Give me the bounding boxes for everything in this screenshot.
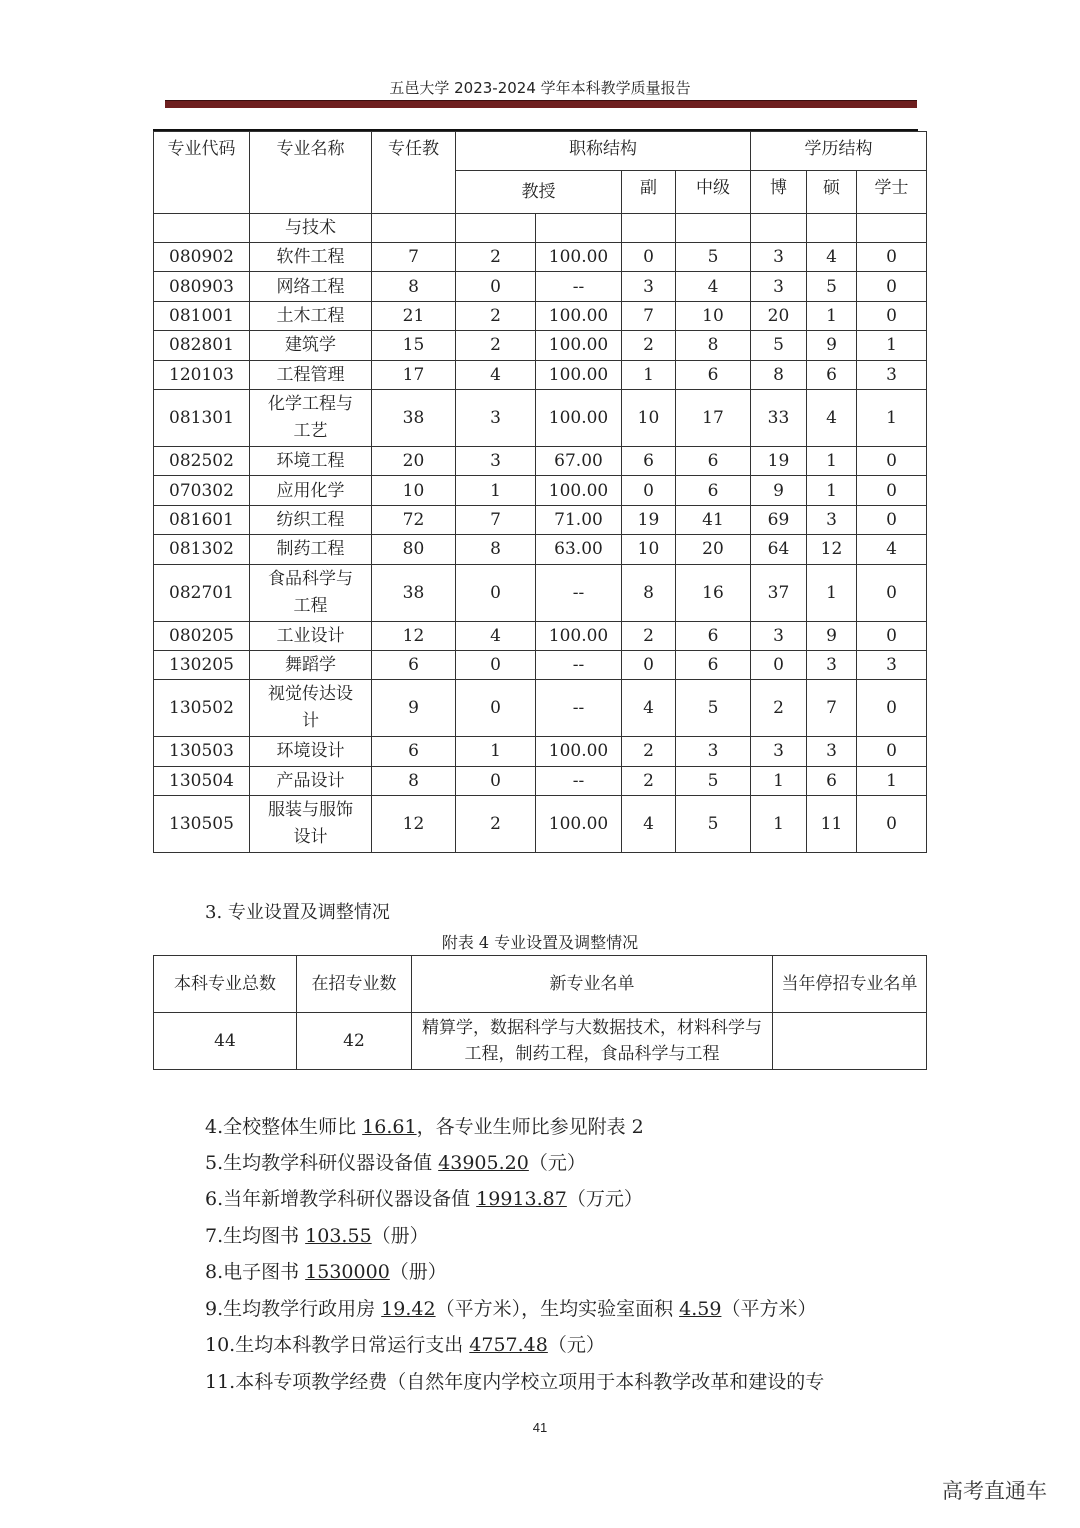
cell-intermediate: 10 (676, 301, 751, 330)
stat-text: （万元） (566, 1188, 643, 1210)
cell-teachers: 12 (372, 796, 456, 853)
cell-associate: 10 (622, 389, 676, 446)
cell-prof-count: 7 (456, 505, 536, 534)
cell-intermediate: 8 (676, 331, 751, 360)
cell-bachelor: 0 (857, 680, 927, 737)
cell-master: 3 (807, 737, 857, 766)
stat-line (205, 1333, 605, 1357)
cell-phd: 3 (751, 243, 807, 272)
stat-text: 9.生均教学行政用房 (205, 1298, 382, 1320)
cell-prof-ratio: 63.00 (536, 535, 622, 564)
cell-bachelor: 0 (857, 796, 927, 853)
cell-associate: 2 (622, 737, 676, 766)
cell-prof-ratio: 100.00 (536, 389, 622, 446)
cell-name: 与技术 (250, 214, 372, 243)
header-total-majors: 本科专业总数 (154, 956, 297, 1013)
header-name: 专业名称 (250, 132, 372, 214)
stat-line (205, 1260, 447, 1284)
cell-code: 080903 (154, 272, 250, 301)
cell-prof-ratio: 71.00 (536, 505, 622, 534)
cell-code: 130502 (154, 680, 250, 737)
cell-code: 081001 (154, 301, 250, 330)
running-header: 五邑大学 2023-2024 学年本科教学质量报告 (389, 79, 691, 97)
cell-code: 120103 (154, 360, 250, 389)
cell-name: 纺织工程 (250, 505, 372, 534)
table-caption: 附表 4 专业设置及调整情况 (441, 933, 639, 952)
cell-intermediate: 5 (676, 680, 751, 737)
cell-prof-ratio: -- (536, 564, 622, 621)
cell-code: 130504 (154, 766, 250, 795)
cell-prof-count: 0 (456, 680, 536, 737)
cell-prof-count: 2 (456, 301, 536, 330)
cell-prof-count: 0 (456, 564, 536, 621)
cell-prof-count: 1 (456, 476, 536, 505)
cell-prof-ratio: 100.00 (536, 796, 622, 853)
cell-teachers: 38 (372, 564, 456, 621)
table-row (154, 737, 927, 766)
cell-prof-count: 0 (456, 650, 536, 679)
cell-phd: 5 (751, 331, 807, 360)
stat-text: 7.生均图书 (205, 1225, 306, 1247)
cell-bachelor: 1 (857, 331, 927, 360)
cell-bachelor: 0 (857, 272, 927, 301)
cell-code: 081302 (154, 535, 250, 564)
cell-master: 1 (807, 476, 857, 505)
cell-teachers: 38 (372, 389, 456, 446)
cell-associate: 2 (622, 331, 676, 360)
cell-master: 11 (807, 796, 857, 853)
cell-master: 3 (807, 650, 857, 679)
cell-teachers: 8 (372, 766, 456, 795)
table-row (154, 796, 927, 853)
cell-prof-count: 2 (456, 331, 536, 360)
stat-text: （册） (389, 1261, 447, 1283)
stat-text: 6.当年新增教学科研仪器设备值 (205, 1188, 477, 1210)
cell-phd: 20 (751, 301, 807, 330)
header-title-structure: 职称结构 (456, 132, 751, 171)
cell-prof-count: 0 (456, 766, 536, 795)
header-stopped-majors: 当年停招专业名单 (773, 956, 927, 1013)
cell-name: 食品科学与工程 (250, 564, 372, 621)
cell-teachers: 9 (372, 680, 456, 737)
cell-intermediate: 5 (676, 243, 751, 272)
stat-text: （册） (371, 1225, 429, 1247)
stat-text: 4.全校整体生师比 (205, 1116, 363, 1138)
stat-line (205, 1297, 816, 1321)
cell-name: 视觉传达设计 (250, 680, 372, 737)
cell-intermediate: 16 (676, 564, 751, 621)
header-edu-structure: 学历结构 (751, 132, 927, 171)
cell-prof-ratio: 100.00 (536, 476, 622, 505)
cell-phd: 1 (751, 796, 807, 853)
cell-bachelor: 1 (857, 766, 927, 795)
cell-intermediate: 41 (676, 505, 751, 534)
cell-master: 12 (807, 535, 857, 564)
stat-value: 19913.87 (476, 1188, 567, 1210)
stat-value: 1530000 (305, 1261, 390, 1283)
stat-line (205, 1151, 586, 1175)
cell-phd: 8 (751, 360, 807, 389)
cell-code: 082502 (154, 446, 250, 475)
cell-master: 9 (807, 621, 857, 650)
header-phd: 博 (751, 171, 807, 214)
cell-bachelor: 3 (857, 650, 927, 679)
stat-value: 19.42 (381, 1298, 436, 1320)
cell-teachers: 6 (372, 650, 456, 679)
cell-associate: 10 (622, 535, 676, 564)
cell-intermediate: 6 (676, 621, 751, 650)
header-bachelor: 学士 (857, 171, 927, 214)
cell-prof-count: 3 (456, 446, 536, 475)
cell-code: 081301 (154, 389, 250, 446)
cell-new-majors: 精算学，数据科学与大数据技术，材料科学与工程，制药工程，食品科学与工程 (412, 1013, 773, 1070)
cell-master: 3 (807, 505, 857, 534)
cell-code: 080902 (154, 243, 250, 272)
cell-master: 5 (807, 272, 857, 301)
cell-name: 服装与服饰设计 (250, 796, 372, 853)
cell-master: 4 (807, 389, 857, 446)
cell-name: 化学工程与工艺 (250, 389, 372, 446)
stat-text: （平方米） (721, 1298, 817, 1320)
cell-prof-ratio: 100.00 (536, 243, 622, 272)
cell-associate: 8 (622, 564, 676, 621)
cell-phd: 1 (751, 766, 807, 795)
cell-prof-count: 2 (456, 243, 536, 272)
cell-code: 130505 (154, 796, 250, 853)
stat-text: （元） (547, 1334, 605, 1356)
cell-intermediate: 6 (676, 650, 751, 679)
cell-intermediate: 6 (676, 360, 751, 389)
stat-line (205, 1224, 429, 1248)
cell-bachelor: 0 (857, 564, 927, 621)
stat-line (205, 1187, 643, 1211)
cell-phd: 3 (751, 272, 807, 301)
header-associate: 副 (622, 171, 676, 214)
cell-teachers: 8 (372, 272, 456, 301)
cell-master: 9 (807, 331, 857, 360)
cell-prof-ratio: -- (536, 680, 622, 737)
cell-associate: 19 (622, 505, 676, 534)
cell-name: 环境设计 (250, 737, 372, 766)
cell-associate: 2 (622, 766, 676, 795)
cell-code: 130205 (154, 650, 250, 679)
cell-bachelor: 4 (857, 535, 927, 564)
cell-code: 081601 (154, 505, 250, 534)
cell-phd: 33 (751, 389, 807, 446)
cell-prof-count: 3 (456, 389, 536, 446)
stat-value: 43905.20 (438, 1152, 529, 1174)
table-row (154, 621, 927, 650)
header-teachers: 专任教 (372, 132, 456, 214)
cell-prof-ratio: 100.00 (536, 737, 622, 766)
cell-master: 1 (807, 301, 857, 330)
cell-total: 44 (154, 1013, 297, 1070)
cell-teachers: 17 (372, 360, 456, 389)
cell-name: 工程管理 (250, 360, 372, 389)
cell-code: 082801 (154, 331, 250, 360)
cell-bachelor: 0 (857, 243, 927, 272)
cell-bachelor: 0 (857, 476, 927, 505)
table-row (154, 331, 927, 360)
header-rule (165, 100, 917, 108)
cell-phd: 19 (751, 446, 807, 475)
section-heading: 3. 专业设置及调整情况 (205, 902, 390, 923)
cell-intermediate: 5 (676, 766, 751, 795)
cell-teachers: 7 (372, 243, 456, 272)
stat-value: 16.61 (362, 1116, 417, 1138)
cell-prof-ratio: -- (536, 766, 622, 795)
cell-master: 6 (807, 360, 857, 389)
watermark: 高考直通车 (942, 1479, 1047, 1503)
cell-enrolling: 42 (297, 1013, 412, 1070)
cell-prof-ratio: -- (536, 272, 622, 301)
page-number: 41 (532, 1420, 548, 1435)
cell-phd: 9 (751, 476, 807, 505)
header-master: 硕 (807, 171, 857, 214)
stat-line (205, 1370, 824, 1394)
table-row (154, 272, 927, 301)
cell-prof-count: 0 (456, 272, 536, 301)
table-row (154, 243, 927, 272)
table-row (154, 564, 927, 621)
cell-name: 环境工程 (250, 446, 372, 475)
cell-master: 1 (807, 446, 857, 475)
cell-associate: 4 (622, 796, 676, 853)
cell-name: 建筑学 (250, 331, 372, 360)
header-professor: 教授 (456, 171, 622, 214)
cell-name: 舞蹈学 (250, 650, 372, 679)
cell-name: 制药工程 (250, 535, 372, 564)
cell-intermediate: 6 (676, 446, 751, 475)
stat-value: 103.55 (305, 1225, 372, 1247)
cell-teachers: 15 (372, 331, 456, 360)
cell-prof-count: 4 (456, 621, 536, 650)
cell-master: 7 (807, 680, 857, 737)
cell-phd: 37 (751, 564, 807, 621)
header-code: 专业代码 (154, 132, 250, 214)
cell-teachers: 80 (372, 535, 456, 564)
cell-associate: 6 (622, 446, 676, 475)
cell-code: 082701 (154, 564, 250, 621)
cell-phd: 3 (751, 621, 807, 650)
stat-text: （元） (528, 1152, 586, 1174)
cell-phd: 3 (751, 737, 807, 766)
cell-associate: 0 (622, 476, 676, 505)
cell-phd: 0 (751, 650, 807, 679)
cell-teachers: 20 (372, 446, 456, 475)
cell-master: 4 (807, 243, 857, 272)
cell-intermediate: 3 (676, 737, 751, 766)
cell-prof-count: 8 (456, 535, 536, 564)
cell-prof-ratio: 67.00 (536, 446, 622, 475)
cell-teachers: 6 (372, 737, 456, 766)
cell-phd: 69 (751, 505, 807, 534)
cell-prof-count: 4 (456, 360, 536, 389)
cell-name: 网络工程 (250, 272, 372, 301)
stat-text: 5.生均教学科研仪器设备值 (205, 1152, 439, 1174)
table-row (154, 446, 927, 475)
cell-phd: 2 (751, 680, 807, 737)
cell-code: 080205 (154, 621, 250, 650)
cell-bachelor: 0 (857, 505, 927, 534)
cell-teachers: 21 (372, 301, 456, 330)
stat-text: 11.本科专项教学经费（自然年度内学校立项用于本科教学改革和建设的专 (205, 1371, 825, 1393)
cell-associate: 7 (622, 301, 676, 330)
table-row (154, 505, 927, 534)
cell-code: 070302 (154, 476, 250, 505)
table-row (154, 535, 927, 564)
cell-intermediate: 17 (676, 389, 751, 446)
header-new-majors: 新专业名单 (412, 956, 773, 1013)
cell-bachelor: 1 (857, 389, 927, 446)
stat-text: 8.电子图书 (205, 1261, 306, 1283)
stat-text: ，各专业生师比参见附表 2 (416, 1116, 644, 1138)
cell-associate: 2 (622, 621, 676, 650)
cell-associate: 3 (622, 272, 676, 301)
cell-master: 6 (807, 766, 857, 795)
cell-prof-ratio: 100.00 (536, 301, 622, 330)
cell-prof-ratio: 100.00 (536, 621, 622, 650)
cell-intermediate: 4 (676, 272, 751, 301)
cell-associate: 0 (622, 243, 676, 272)
table-row (154, 214, 927, 243)
cell-prof-count: 1 (456, 737, 536, 766)
faculty-structure-table (153, 131, 927, 853)
major-settings-table (153, 955, 927, 1070)
cell-phd: 64 (751, 535, 807, 564)
table-row (154, 301, 927, 330)
cell-name: 产品设计 (250, 766, 372, 795)
cell-associate: 4 (622, 680, 676, 737)
cell-intermediate: 5 (676, 796, 751, 853)
table-row (154, 389, 927, 446)
cell-prof-count: 2 (456, 796, 536, 853)
cell-bachelor: 0 (857, 446, 927, 475)
cell-code: 130503 (154, 737, 250, 766)
cell-associate: 1 (622, 360, 676, 389)
header-enrolling-majors: 在招专业数 (297, 956, 412, 1013)
cell-teachers: 10 (372, 476, 456, 505)
cell-bachelor: 0 (857, 737, 927, 766)
table-row (154, 766, 927, 795)
cell-prof-ratio: -- (536, 650, 622, 679)
header-intermediate: 中级 (676, 171, 751, 214)
cell-teachers: 12 (372, 621, 456, 650)
cell-name: 土木工程 (250, 301, 372, 330)
table-row (154, 650, 927, 679)
cell-name: 应用化学 (250, 476, 372, 505)
cell-master: 1 (807, 564, 857, 621)
cell-intermediate: 6 (676, 476, 751, 505)
table-row (154, 476, 927, 505)
cell-bachelor: 0 (857, 621, 927, 650)
table-row (154, 680, 927, 737)
table-row (154, 360, 927, 389)
cell-bachelor: 0 (857, 301, 927, 330)
stat-value: 4.59 (679, 1298, 722, 1320)
cell-associate: 0 (622, 650, 676, 679)
cell-name: 软件工程 (250, 243, 372, 272)
stat-value: 4757.48 (469, 1334, 548, 1356)
stat-text: 10.生均本科教学日常运行支出 (205, 1334, 470, 1356)
cell-stopped (773, 1013, 927, 1070)
stat-text: （平方米），生均实验室面积 (435, 1298, 680, 1320)
cell-teachers: 72 (372, 505, 456, 534)
stat-line (205, 1115, 644, 1139)
cell-name: 工业设计 (250, 621, 372, 650)
cell-prof-ratio: 100.00 (536, 360, 622, 389)
cell-intermediate: 20 (676, 535, 751, 564)
cell-bachelor: 3 (857, 360, 927, 389)
cell-prof-ratio: 100.00 (536, 331, 622, 360)
